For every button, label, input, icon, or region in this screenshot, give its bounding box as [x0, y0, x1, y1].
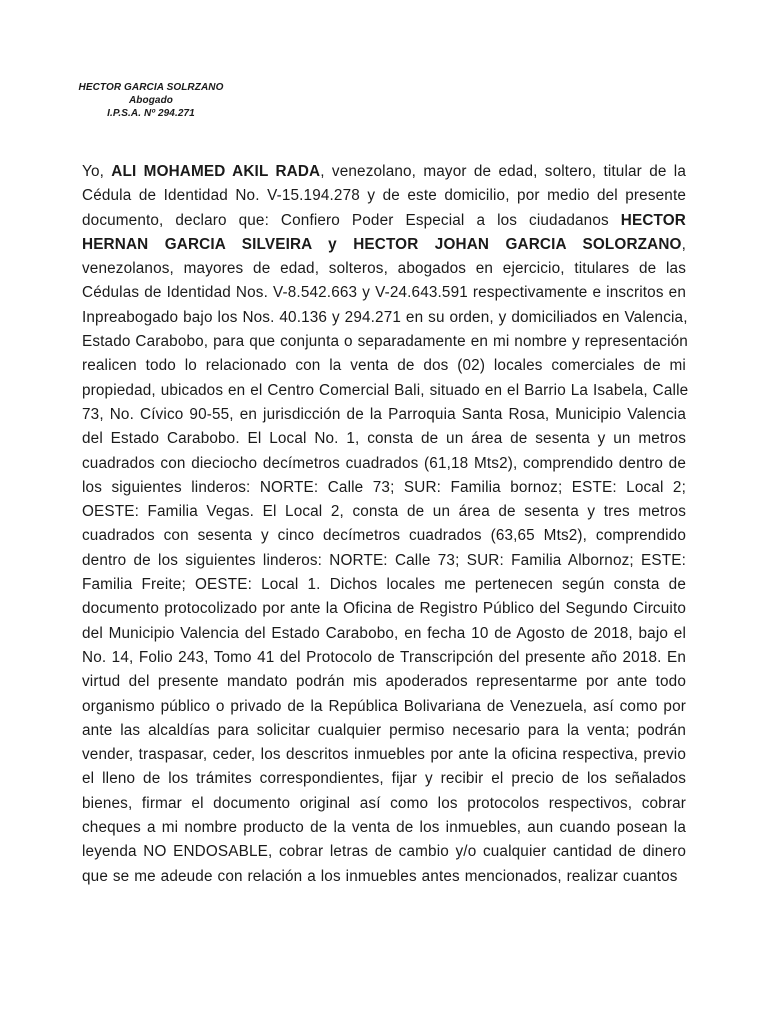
- text-segment: No. 14, Folio 243, Tomo 41 del Protocolo de Transcripción del presente año 2018. En: [82, 648, 686, 666]
- power-of-attorney-body: [82, 160, 689, 889]
- body-line: [82, 233, 686, 257]
- body-line: [82, 354, 686, 378]
- text-segment: del Municipio Valencia del Estado Carabobo, en fecha 10 de Agosto de 2018, bajo el: [82, 624, 686, 642]
- text-segment: dentro de los siguientes linderos: NORTE: Calle 73; SUR: Familia Albornoz; ESTE:: [82, 551, 686, 569]
- body-line: [82, 840, 686, 864]
- text-segment: cuadrados con sesenta y cinco decímetros cuadrados (63,65 Mts2), comprendido: [82, 527, 686, 545]
- body-line: [82, 160, 686, 184]
- text-segment: virtud del presente mandato podrán mis apoderados representarme por ante todo: [82, 673, 686, 691]
- body-line: [82, 403, 686, 427]
- body-line: [82, 792, 686, 816]
- text-segment: Inpreabogado bajo los Nos. 40.136 y 294.271 en su orden, y domiciliados en Valencia,: [82, 308, 688, 326]
- text-segment: propiedad, ubicados en el Centro Comercial Bali, situado en el Barrio La Isabela, Calle: [82, 381, 689, 399]
- body-line: [82, 622, 686, 646]
- body-line: [82, 184, 686, 208]
- text-segment: documento protocolizado por ante la Oficina de Registro Público del Segundo Circuito: [82, 600, 686, 618]
- body-line: [82, 646, 686, 670]
- body-line: [82, 573, 686, 597]
- body-line: [82, 524, 686, 548]
- body-line: [82, 549, 686, 573]
- body-line: [82, 743, 686, 767]
- body-line: [82, 379, 689, 403]
- attorney-title: Abogado: [128, 95, 174, 106]
- text-segment: Cédulas de Identidad Nos. V-8.542.663 y V-24.643.591 respectivamente e inscritos en: [82, 284, 686, 302]
- text-segment: vender, traspasar, ceder, los descritos inmuebles por ante la oficina respectiva, previo: [82, 746, 686, 764]
- text-segment: ante las alcaldías para solicitar cualquier permiso necesario para la venta; podrán: [82, 721, 686, 739]
- body-line: [82, 476, 686, 500]
- body-line: [82, 695, 686, 719]
- text-segment: documento, declaro que: Confiero Poder Especial a los ciudadanos: [82, 211, 621, 229]
- bold-text-segment: ALI MOHAMED AKIL RADA: [111, 163, 321, 180]
- body-line: [82, 719, 686, 743]
- text-segment: Estado Carabobo, para que conjunta o separadamente en mi nombre y representación: [82, 333, 688, 351]
- text-segment: que se me adeude con relación a los inmuebles antes mencionados, realizar cuantos: [82, 867, 678, 885]
- text-segment: cuadrados con dieciocho decímetros cuadrados (61,18 Mts2), comprendido dentro de: [82, 454, 686, 472]
- text-segment: OESTE: Familia Vegas. El Local 2, consta de un área de sesenta y tres metros: [82, 503, 686, 521]
- body-line: [82, 452, 686, 476]
- body-line: [82, 209, 686, 233]
- body-line: [82, 597, 686, 621]
- text-segment: 73, No. Cívico 90-55, en jurisdicción de la Parroquia Santa Rosa, Municipio Valencia: [82, 405, 686, 423]
- body-line: [82, 281, 686, 305]
- text-segment: los siguientes linderos: NORTE: Calle 73; SUR: Familia bornoz; ESTE: Local 2;: [82, 478, 686, 496]
- body-line: [82, 257, 686, 281]
- text-segment: Familia Freite; OESTE: Local 1. Dichos locales me pertenecen según consta de: [82, 576, 686, 594]
- body-line: [82, 330, 686, 354]
- text-segment: Cédula de Identidad No. V-15.194.278 y de este domicilio, por medio del presente: [82, 187, 686, 205]
- body-line: [82, 306, 686, 330]
- bold-text-segment: HECTOR: [620, 211, 686, 229]
- text-segment: del Estado Carabobo. El Local No. 1, consta de un área de sesenta y un metros: [82, 430, 686, 448]
- bold-text-segment: HERNAN GARCIA SILVEIRA y HECTOR JOHAN GARCIA SOLORZANO: [82, 235, 682, 253]
- text-segment: cheques a mi nombre producto de la venta de los inmuebles, aun cuando posean la: [82, 819, 686, 837]
- text-segment: Yo,: [82, 163, 112, 180]
- text-segment: organismo público o privado de la República Bolivariana de Venezuela, así como por: [82, 697, 686, 715]
- text-segment: bienes, firmar el documento original así como los protocolos respectivos, cobrar: [82, 794, 686, 812]
- attorney-ipsa-number: I.P.S.A. Nº 294.271: [107, 108, 195, 119]
- letterhead: [66, 81, 236, 120]
- attorney-name: HECTOR GARCIA SOLRZANO: [78, 82, 224, 93]
- text-segment: leyenda NO ENDOSABLE, cobrar letras de cambio y/o cualquier cantidad de dinero: [82, 843, 686, 861]
- body-line: [82, 500, 686, 524]
- body-line: [82, 767, 686, 791]
- body-line: [82, 670, 686, 694]
- text-segment: el lleno de los trámites correspondientes, fijar y recibir el precio de los señalados: [82, 770, 686, 788]
- text-segment: , venezolano, mayor de edad, soltero, titular de la: [320, 163, 686, 180]
- text-segment: ,: [681, 235, 686, 253]
- text-segment: venezolanos, mayores de edad, solteros, abogados en ejercicio, titulares de las: [82, 260, 686, 278]
- body-line: [82, 865, 686, 889]
- body-line: [82, 816, 686, 840]
- body-line: [82, 427, 686, 451]
- text-segment: realicen todo lo relacionado con la venta de dos (02) locales comerciales de mi: [82, 357, 686, 375]
